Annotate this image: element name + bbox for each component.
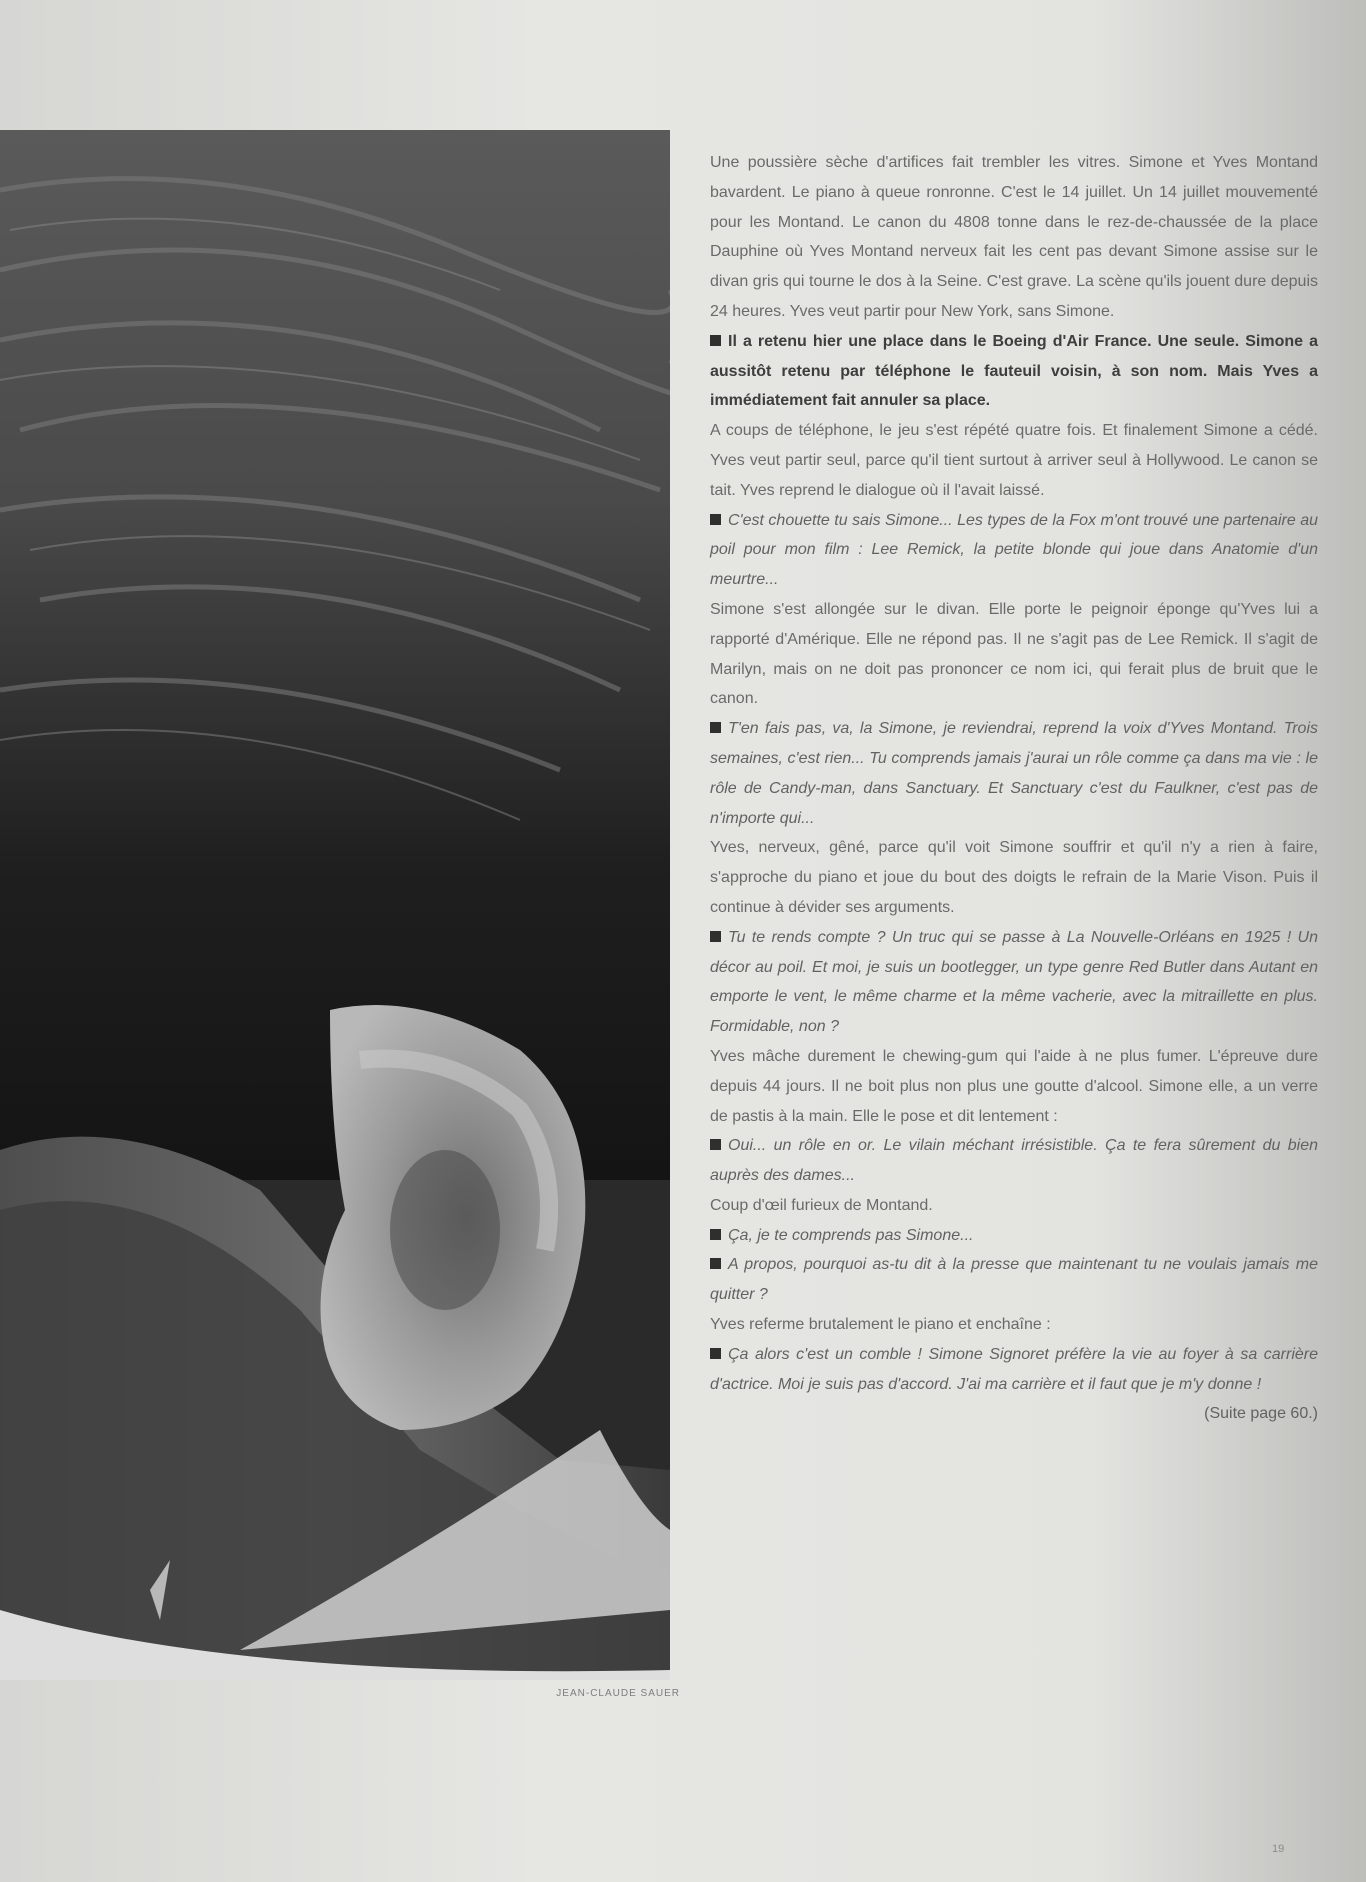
page-number: 19 xyxy=(1272,1843,1285,1855)
photo-credit: JEAN-CLAUDE SAUER xyxy=(556,1688,680,1699)
paragraph-text: C'est chouette tu sais Simone... Les types de la Fox m'ont trouvé une partenaire au poil pour mon film : Lee Remick, la petite blonde qui joue dans Anatomie d'un meurtre... xyxy=(710,511,1318,589)
paragraph-text: Une poussière sèche d'artifices fait trembler les vitres. Simone et Yves Montand bavardent. Le piano à queue ronronne. C'est le 14 juillet. Un 14 juillet mouvementé pour les Montand. Le canon du 4808 tonne dans le rez-de-chaussée de la place Dauphine où Yves Montand nerveux fait les cent pas devant Simone assise sur le divan gris qui tourne le dos à la Seine. C'est grave. La scène qu'ils jouent dure depuis 24 heures. Yves veut partir pour New York, sans Simone. xyxy=(710,154,1318,320)
paragraph-15 xyxy=(710,1340,1318,1423)
paragraph-11 xyxy=(710,1191,1318,1221)
paragraph-2 xyxy=(710,327,1318,416)
paragraph-1 xyxy=(710,148,1318,327)
portrait-photo xyxy=(0,130,670,1680)
paragraph-text: Ça alors c'est un comble ! Simone Signoret préfère la vie au foyer à sa carrière d'actrice. Moi je suis pas d'accord. J'ai ma carrière et il faut que je m'y donne ! xyxy=(710,1345,1318,1393)
continuation-note: (Suite page 60.) xyxy=(1204,1405,1318,1423)
paragraph-13 xyxy=(710,1250,1318,1310)
paragraph-text: Ça, je te comprends pas Simone... xyxy=(728,1226,974,1244)
paragraph-text: Coup d'œil furieux de Montand. xyxy=(710,1196,933,1214)
bullet-square-icon xyxy=(710,335,721,346)
paragraph-text: A coups de téléphone, le jeu s'est répété quatre fois. Et finalement Simone a cédé. Yves veut partir seul, parce qu'il tient surtout à arriver seul à Hollywood. Le canon se tait. Yves reprend le dialogue où il l'avait laissé. xyxy=(710,422,1318,499)
paragraph-8 xyxy=(710,923,1318,1042)
paragraph-text: A propos, pourquoi as-tu dit à la presse que maintenant tu ne voulais jamais me quitter ? xyxy=(710,1256,1318,1304)
paragraph-text: T'en fais pas, va, la Simone, je reviendrai, reprend la voix d'Yves Montand. Trois semaines, c'est rien... Tu comprends jamais j'aurai un rôle comme ça dans ma vie : le rôle de Candy-man, dans Sanctuary. Et Sanctuary c'est du Faulkner, c'est pas de n'importe qui... xyxy=(710,720,1318,827)
paragraph-9 xyxy=(710,1042,1318,1131)
paragraph-text: Yves referme brutalement le piano et enchaîne : xyxy=(710,1316,1051,1334)
paragraph-text: Yves, nerveux, gêné, parce qu'il voit Simone souffrir et qu'il n'y a rien à faire, s'approche du piano et joue du bout des doigts le refrain de la Marie Vison. Puis il continue à dévider ses arguments. xyxy=(710,839,1318,916)
bullet-square-icon xyxy=(710,1139,721,1150)
paragraph-7 xyxy=(710,833,1318,922)
paragraph-text: Oui... un rôle en or. Le vilain méchant irrésistible. Ça te fera sûrement du bien auprès des dames... xyxy=(710,1137,1318,1185)
bullet-square-icon xyxy=(710,1348,721,1359)
article-text xyxy=(710,148,1318,1429)
paragraph-12 xyxy=(710,1221,1318,1251)
paragraph-10 xyxy=(710,1131,1318,1191)
bullet-square-icon xyxy=(710,722,721,733)
bullet-square-icon xyxy=(710,1258,721,1269)
paragraph-5 xyxy=(710,595,1318,714)
paragraph-14 xyxy=(710,1310,1318,1340)
bullet-square-icon xyxy=(710,514,721,525)
paragraph-text: Yves mâche durement le chewing-gum qui l'aide à ne plus fumer. L'épreuve dure depuis 44 jours. Il ne boit plus non plus une goutte d'alcool. Simone elle, a un verre de pastis à la main. Elle le pose et dit lentement : xyxy=(710,1047,1318,1125)
paragraph-text: Tu te rends compte ? Un truc qui se passe à La Nouvelle-Orléans en 1925 ! Un décor au poil. Et moi, je suis un bootlegger, un type genre Red Butler dans Autant en emporte le vent, le même charme et la même vacherie, avec la mitraillette en plus. Formidable, non ? xyxy=(710,928,1318,1036)
bullet-square-icon xyxy=(710,1229,721,1240)
paragraph-text: Simone s'est allongée sur le divan. Elle porte le peignoir éponge qu'Yves lui a rapporté d'Amérique. Elle ne répond pas. Il ne s'agit pas de Lee Remick. Il s'agit de Marilyn, mais on ne doit pas prononcer ce nom ici, qui ferait plus de bruit que le canon. xyxy=(710,600,1318,708)
paragraph-3 xyxy=(710,416,1318,505)
paragraph-4 xyxy=(710,506,1318,595)
paragraph-6 xyxy=(710,714,1318,833)
paragraph-text: Il a retenu hier une place dans le Boeing d'Air France. Une seule. Simone a aussitôt retenu par téléphone le fauteuil voisin, à son nom. Mais Yves a immédiatement fait annuler sa place. xyxy=(710,332,1318,410)
bullet-square-icon xyxy=(710,931,721,942)
